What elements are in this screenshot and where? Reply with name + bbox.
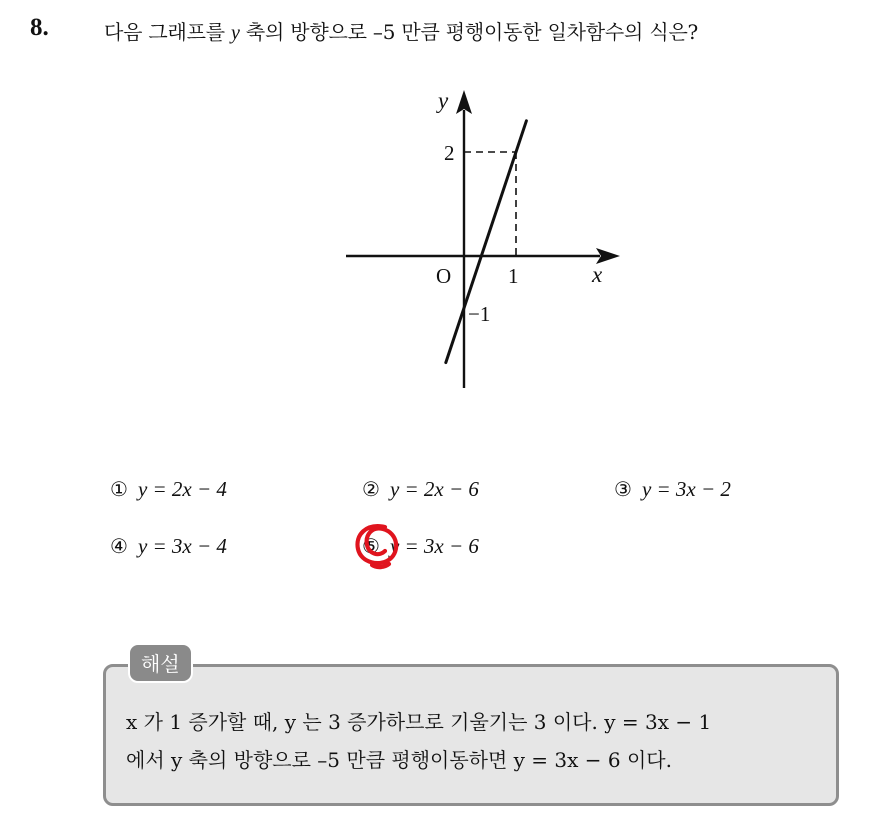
choice-2-expr: y = 2x − 6 [389,477,479,501]
choice-4[interactable] [110,534,227,559]
function-line [446,121,527,363]
question-text-before: 다음 그래프를 [104,20,232,44]
choice-5-mark: ⑤ [362,534,380,558]
function-graph [330,78,630,398]
choice-5-expr: y = 3x − 6 [389,534,479,558]
choice-1-mark: ① [110,477,128,501]
question-var: y [231,22,240,44]
choice-2[interactable] [362,477,479,502]
choice-2-mark: ② [362,477,380,501]
solution-line-1: x 가 1 증가할 때, y 는 3 증가하므로 기울기는 3 이다. y = 3x − 1 [126,710,712,734]
question-text-after: 축의 방향으로 –5 만큼 평행이동한 일차함수의 식은? [239,20,699,44]
choice-4-expr: y = 3x − 4 [137,534,227,558]
choice-4-mark: ④ [110,534,128,558]
y-axis-label: y [438,88,449,113]
choice-3-mark: ③ [614,477,632,501]
question-text [104,16,698,45]
solution-line-2: 에서 y 축의 방향으로 –5 만큼 평행이동하면 y = 3x − 6 이다. [126,748,672,772]
solution-box [103,664,839,806]
choice-3[interactable] [614,477,731,502]
origin-label: O [436,264,452,288]
choice-1[interactable] [110,477,227,502]
question-number: 8. [30,14,49,41]
solution-tag: 해설 [128,643,193,683]
tick-x1-label: 1 [508,264,519,288]
choice-3-expr: y = 3x − 2 [641,477,731,501]
answer-circle-mark [352,521,404,571]
x-axis-label: x [592,262,603,287]
tick-y2-label: 2 [444,141,455,165]
choice-1-expr: y = 2x − 4 [137,477,227,501]
tick-y-neg1-label: −1 [468,302,491,326]
